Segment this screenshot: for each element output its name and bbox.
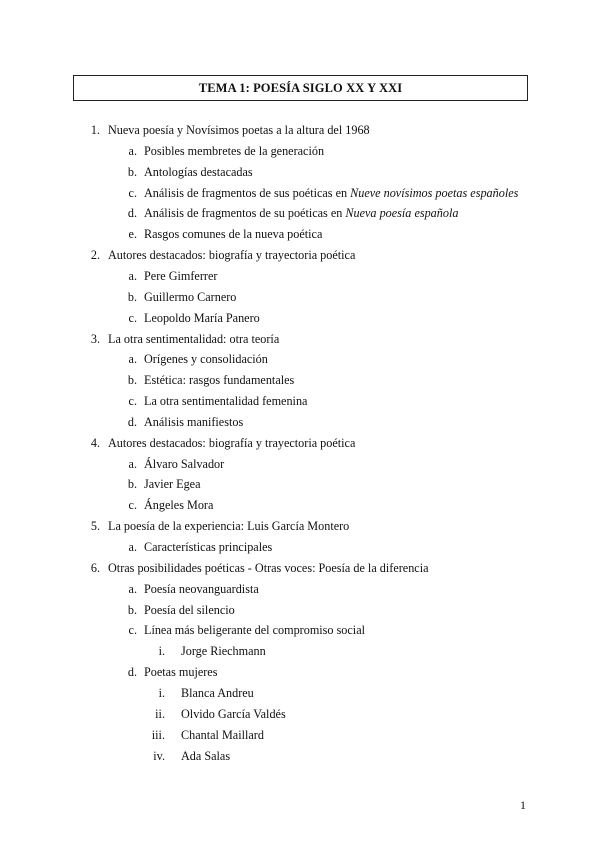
list-marker: a.: [128, 540, 137, 554]
list-item-label: La otra sentimentalidad femenina: [144, 394, 308, 409]
list-item-text: [144, 311, 260, 326]
list-marker: 4.: [90, 435, 100, 450]
list-marker: iii.: [151, 727, 165, 742]
list-item-label: Pere Gimferrer: [144, 268, 218, 283]
list-marker: b.: [127, 602, 137, 617]
list-marker: i.: [158, 685, 165, 700]
list-item-text: [181, 749, 230, 764]
list-item-label: Autores destacados: biografía y trayectoria poética: [108, 435, 356, 450]
list-item-text: [144, 373, 294, 388]
list-item-text: [144, 290, 236, 305]
list-item-label: Guillermo Carnero: [144, 289, 237, 304]
list-item-text: [181, 686, 254, 701]
list-marker: a.: [128, 268, 137, 283]
list-marker: 2.: [90, 248, 100, 263]
list-marker: b.: [127, 164, 137, 179]
page-number: 1: [520, 798, 526, 812]
list-item-label: Álvaro Salvador: [144, 456, 225, 471]
list-item-text: [144, 457, 224, 472]
list-marker: a.: [128, 143, 137, 158]
list-marker: b.: [127, 477, 137, 492]
list-item-label: Análisis de fragmentos de sus poéticas en: [144, 185, 351, 200]
list-item-label: La otra sentimentalidad: otra teoría: [108, 331, 280, 346]
list-item-label: La poesía de la experiencia: Luis García Montero: [108, 519, 350, 534]
list-marker: 1.: [90, 123, 100, 137]
list-item-text: [144, 186, 518, 201]
list-item-label: Antologías destacadas: [144, 164, 253, 179]
list-marker: ii.: [155, 706, 165, 721]
anthology-title: Nueva poesía española: [345, 206, 459, 221]
list-marker: a.: [128, 456, 137, 471]
list-item-text: [144, 623, 365, 638]
list-item-label: Chantal Maillard: [181, 727, 264, 742]
list-item-label: Posibles membretes de la generación: [144, 143, 325, 158]
list-item-text: [144, 165, 253, 180]
anthology-title: Nueve novísimos poetas españoles: [350, 185, 519, 200]
list-marker: d.: [127, 414, 137, 429]
list-item-text: [108, 436, 355, 451]
list-marker: c.: [128, 185, 137, 200]
list-marker: a.: [128, 581, 137, 596]
list-item-text: [181, 728, 264, 743]
list-item-text: [144, 144, 324, 159]
list-item-text: [144, 498, 213, 513]
list-item-label: Poesía del silencio: [144, 602, 235, 617]
list-item-text: [144, 665, 217, 680]
list-item-label: Javier Egea: [144, 477, 201, 492]
list-item-label: Línea más beligerante del compromiso social: [144, 623, 365, 638]
list-item-text: [108, 248, 355, 263]
list-marker: d.: [127, 665, 137, 680]
list-item-label: Jorge Riechmann: [181, 644, 266, 659]
list-marker: a.: [128, 352, 137, 367]
list-marker: d.: [127, 206, 137, 221]
list-marker: c.: [128, 394, 137, 409]
list-item-text: [144, 227, 322, 242]
document-title: TEMA 1: POESÍA SIGLO XX Y XXI: [198, 80, 403, 95]
list-item-label: Poesía neovanguardista: [144, 581, 259, 596]
list-marker: e.: [128, 227, 137, 242]
list-marker: b.: [127, 373, 137, 388]
list-item-text: [108, 123, 370, 138]
list-item-text: [144, 352, 268, 367]
list-item-text: [181, 644, 266, 659]
list-marker: iv.: [153, 748, 165, 763]
list-item-label: Estética: rasgos fundamentales: [144, 373, 295, 388]
list-marker: c.: [128, 498, 137, 513]
list-item-label: Características principales: [144, 540, 273, 554]
list-marker: i.: [158, 644, 165, 659]
list-item-text: [144, 540, 272, 555]
list-marker: 3.: [90, 331, 100, 346]
list-item-text: [144, 415, 243, 430]
list-item-text: [144, 394, 307, 409]
list-item-label: Análisis de fragmentos de su poéticas en: [144, 206, 346, 221]
list-item-label: Blanca Andreu: [181, 685, 254, 700]
list-item-label: Ada Salas: [181, 748, 231, 763]
list-item-text: [144, 603, 235, 618]
list-marker: c.: [128, 310, 137, 325]
list-item-label: Rasgos comunes de la nueva poética: [144, 227, 323, 242]
title-box: [73, 75, 528, 101]
list-item-label: Otras posibilidades poéticas - Otras voces: Poesía de la diferencia: [108, 560, 429, 575]
list-item-text: [181, 707, 286, 722]
list-item-label: Poetas mujeres: [144, 665, 218, 680]
list-item-label: Leopoldo María Panero: [144, 310, 260, 325]
list-item-label: Orígenes y consolidación: [144, 352, 268, 367]
list-marker: 5.: [90, 519, 100, 534]
list-marker: 6.: [90, 560, 100, 575]
list-item-text: [144, 269, 217, 284]
list-item-text: [108, 332, 279, 347]
list-item-text: [144, 477, 201, 492]
list-item-text: [144, 582, 259, 597]
list-item-label: Olvido García Valdés: [181, 706, 286, 721]
list-item-label: Autores destacados: biografía y trayectoria poética: [108, 248, 356, 263]
list-item-label: Análisis manifiestos: [144, 414, 244, 429]
list-item-text: [144, 206, 458, 221]
list-item-text: [108, 519, 349, 534]
list-item-label: Ángeles Mora: [144, 498, 214, 513]
list-item-label: Nueva poesía y Novísimos poetas a la altura del 1968: [108, 123, 370, 137]
list-marker: c.: [128, 623, 137, 638]
list-item-text: [108, 561, 429, 576]
list-marker: b.: [127, 289, 137, 304]
